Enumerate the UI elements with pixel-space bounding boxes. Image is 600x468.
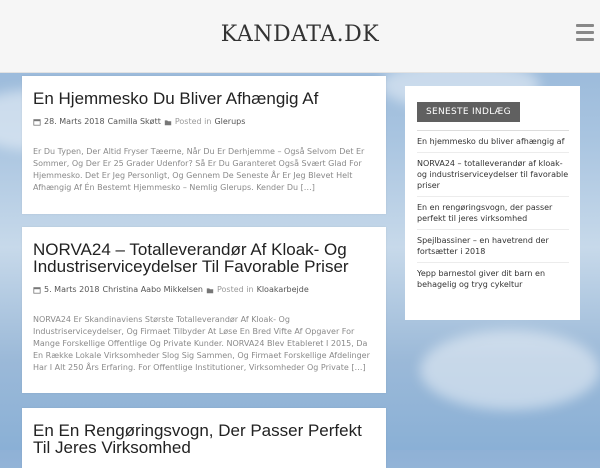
post-author[interactable]: Camilla Skøtt [107, 117, 161, 126]
post-title[interactable]: En En Rengøringsvogn, Der Passer Perfekt Til Jeres Virksomhed [33, 421, 362, 457]
cloud-decoration [420, 330, 600, 410]
post-author[interactable]: Christina Aabo Mikkelsen [102, 285, 203, 294]
site-logo[interactable]: KANDATA.DK [220, 22, 380, 47]
folder-icon [164, 118, 172, 126]
post-meta [33, 117, 374, 126]
post-card [22, 408, 386, 468]
post-excerpt: NORVA24 Er Skandinaviens Største Totalleverandør Af Kloak- Og Industriserviceydelser, Og Firmaet Tilbyder At Løse En Bred Vifte Af Opgaver For Mange Forskellige Offentlige Og Private Kunder. NORVA24 Blev Etableret I 2015, Da En Række Lokale Virksomheder Slog Sig Sammen, Og Firmaet Forskellige Afdelinger Har I Alt 250 Års Erfaring. For Offentlige Institutioner, Virksomheder Og Private […] [33, 315, 370, 372]
calendar-icon [33, 118, 41, 126]
post-title[interactable]: NORVA24 – Totalleverandør Af Kloak- Og Industriserviceydelser Til Favorable Priser [33, 240, 349, 276]
calendar-icon [33, 286, 41, 294]
hamburger-menu-icon[interactable] [576, 24, 594, 42]
post-card [22, 227, 386, 393]
posted-in-label: Posted in [174, 117, 212, 126]
post-date[interactable]: 28. Marts 2018 [44, 117, 105, 126]
recent-posts-list [417, 131, 569, 295]
widget-title: SENESTE INDLÆG [417, 102, 520, 122]
recent-post-link[interactable]: NORVA24 – totalleverandør af kloak- og industriserviceydelser til favorable priser [417, 153, 569, 197]
posted-in-label: Posted in [217, 285, 254, 294]
folder-icon [206, 286, 214, 294]
post-category[interactable]: Kloakarbejde [256, 285, 309, 294]
post-date[interactable]: 5. Marts 2018 [44, 285, 100, 294]
post-card [22, 76, 386, 214]
post-category[interactable]: Glerups [214, 117, 246, 126]
post-title[interactable]: En Hjemmesko Du Bliver Afhængig Af [33, 89, 319, 108]
post-meta [33, 285, 374, 294]
recent-post-link[interactable]: En en rengøringsvogn, der passer perfekt til jeres virksomhed [417, 197, 569, 230]
sidebar-widget-recent-posts [405, 86, 580, 320]
recent-post-link[interactable]: En hjemmesko du bliver afhængig af [417, 131, 569, 153]
recent-post-link[interactable]: Yepp barnestol giver dit barn en behagelig og tryg cykeltur [417, 269, 546, 289]
recent-post-link[interactable]: Spejlbassiner – en havetrend der fortsætter i 2018 [417, 230, 569, 263]
site-header [0, 0, 600, 73]
post-excerpt: Er Du Typen, Der Altid Fryser Tæerne, Når Du Er Derhjemme – Også Selvom Det Er Sommer, Og Der Er 25 Grader Udenfor? Så Er Du Garanteret Også Svært Glad For Hjemmesko. Det Er Jeg Personligt, Og Gennem De Seneste År Er Jeg Blevet Helt Afhængig Af Én Bestemt Hjemmesko – Nemlig Glerups. Kender Du […] [33, 147, 365, 192]
